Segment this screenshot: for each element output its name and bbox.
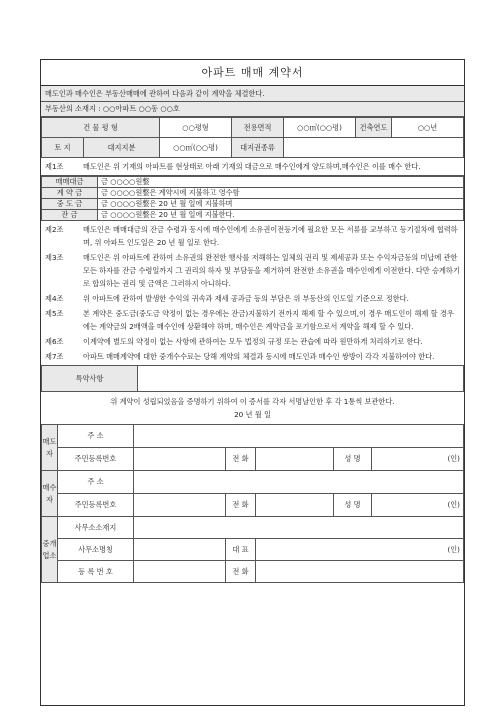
land-right-label: 대지권종류: [232, 138, 284, 158]
article-text: 이계약에 별도의 약정이 없는 사항에 관하여는 모두 법정의 규정 또는 관습에 따라 원만하게 처리하기로 한다.: [83, 337, 423, 346]
contract-document: [40, 59, 465, 706]
article-text: 본 계약은 중도금(중도금 약정이 없는 경우에는 잔금)지불하기 전까지 해제 할 수 있으며,이 경우 매도인이 해제 할 경우에는 계약금의 2배액을 매수인에 상환해야 하며, 매수인은 계약금을 포기함으로서 계약을 해제 할 수 있다.: [83, 309, 454, 331]
article-label: 제2조: [45, 225, 64, 234]
buyer-phone-value: [256, 494, 334, 517]
parties-table: [41, 424, 464, 583]
payment-value: 금 ○○○○원整: [98, 177, 464, 188]
buyer-group-label: 매수자: [42, 471, 58, 517]
property-table: [41, 117, 464, 158]
broker-office-address-value: [134, 517, 464, 539]
article-1-label: 제1조: [45, 162, 64, 171]
article-label: 제5조: [45, 309, 64, 318]
article-text: 매도인은 위 아파트에 관하여 소유권의 완전한 행사를 저해하는 일체의 권리 및 제세공과 또는 수익자금등의 미납에 관한 모든 하자를 잔금 수령일까지 그 권리의 하자 및 부담등을 제거하여 완전한 소유권을 매수인에게 이전한다. 다만 승계하기로 합의하는 권리 및 금액은 그러하지 아니하다.: [83, 253, 460, 288]
seller-address-value: [134, 425, 464, 448]
payment-label: 매매대금: [42, 177, 98, 188]
seller-name-label: 성 명: [334, 448, 372, 471]
land-label: 토 지: [42, 138, 84, 158]
land-right-value: [284, 138, 464, 158]
article-text: 매도인은 매매대금의 잔금 수령과 동시에 매수인에게 소유권이전등기에 필요한 모든 서류를 교부하고 등기절차에 협력하며, 위 아파트 인도일은 20 년 월 일로 한다.: [83, 225, 458, 247]
land-share-value: ○○㎡(○○평): [160, 138, 232, 158]
article-2: [41, 223, 464, 249]
seller-address-label: 주 소: [58, 425, 134, 448]
location-label: 부동산의 소재지: [45, 104, 96, 113]
broker-office-name-label: 사무소명칭: [58, 539, 134, 561]
payment-value: 금 ○○○○원整은 20 년 월 일에 지불하며: [98, 199, 464, 210]
document-title: 아파트 매매 계약서: [41, 60, 464, 86]
exclusive-area-value: ○○㎡(○○평): [284, 118, 356, 138]
seller-seal: (인): [372, 448, 464, 471]
building-area-label: 건 물 평 형: [42, 118, 160, 138]
seller-group-label: 매도자: [42, 425, 58, 471]
special-terms-label: 특약사항: [42, 366, 138, 392]
closing-statement: 위 계약이 성립되었음을 증명하기 위하여 이 증서를 각자 서명날인한 후 각 1통씩 보관한다.: [110, 397, 395, 406]
built-year-label: 건축연도: [356, 118, 392, 138]
land-share-label: 대지지분: [84, 138, 160, 158]
seller-phone-value: [256, 448, 334, 471]
article-3: [41, 251, 464, 290]
location-value: : ○○아파트 ○○동 ○○호: [98, 104, 180, 113]
article-label: 제4조: [45, 294, 64, 303]
intro-text: 매도인과 매수인은 부동산매매에 관하여 다음과 같이 계약을 체결한다.: [41, 86, 464, 102]
article-text: 위 아파트에 관하여 발생한 수익의 귀속과 제세 공과금 등의 부담은 위 부동산의 인도일 기준으로 정한다.: [83, 294, 409, 303]
article-4: [41, 292, 464, 305]
building-area-value: ○○평형: [160, 118, 232, 138]
exclusive-area-label: 전용면적: [232, 118, 284, 138]
seller-id-value: [134, 448, 226, 471]
broker-phone-label: 전 화: [226, 561, 256, 583]
article-text: 아파트 매매계약에 대한 중개수수료는 당해 계약의 체결과 동시에 매도인과 매수인 쌍방이 각각 지불하여야 한다.: [83, 352, 435, 361]
buyer-address-value: [134, 471, 464, 494]
article-label: 제7조: [45, 352, 64, 361]
seller-phone-label: 전 화: [226, 448, 256, 471]
article-5: [41, 307, 464, 333]
contract-date: 20 년 월 일: [234, 410, 271, 419]
payment-value: 금 ○○○○원整은 계약시에 지불하고 영수함: [98, 188, 464, 199]
property-location: [41, 102, 464, 117]
payment-table: [41, 176, 464, 221]
buyer-id-value: [134, 494, 226, 517]
broker-reg-no-value: [134, 561, 226, 583]
broker-rep-label: 대 표: [226, 539, 256, 561]
broker-phone-value: [256, 561, 464, 583]
article-label: 제6조: [45, 337, 64, 346]
buyer-name-label: 성 명: [334, 494, 372, 517]
payment-label: 계 약 금: [42, 188, 98, 199]
buyer-seal: (인): [372, 494, 464, 517]
article-1: [41, 158, 464, 176]
broker-group-label: 중개업소: [42, 517, 58, 583]
special-terms-value: [138, 366, 464, 392]
broker-reg-no-label: 등 록 번 호: [58, 561, 134, 583]
article-7: [41, 350, 464, 363]
special-terms-table: [41, 365, 464, 392]
broker-office-name-value: [134, 539, 226, 561]
articles-block: [41, 221, 464, 365]
payment-value: 금 ○○○○원整은 20 년 월 일에 지불한다.: [98, 210, 464, 221]
article-6: [41, 335, 464, 348]
broker-office-address-label: 사무소소재지: [58, 517, 134, 539]
payment-label: 잔 금: [42, 210, 98, 221]
buyer-phone-label: 전 화: [226, 494, 256, 517]
payment-label: 중 도 금: [42, 199, 98, 210]
broker-seal: (인): [256, 539, 464, 561]
built-year-value: ○○년: [392, 118, 464, 138]
article-label: 제3조: [45, 253, 64, 262]
seller-id-label: 주민등록번호: [58, 448, 134, 471]
buyer-address-label: 주 소: [58, 471, 134, 494]
article-1-text: 매도인은 위 기재의 아파트를 현상태로 아래 기재의 대금으로 매수인에게 양도하며,매수인은 이를 매수 한다.: [83, 162, 421, 171]
buyer-id-label: 주민등록번호: [58, 494, 134, 517]
